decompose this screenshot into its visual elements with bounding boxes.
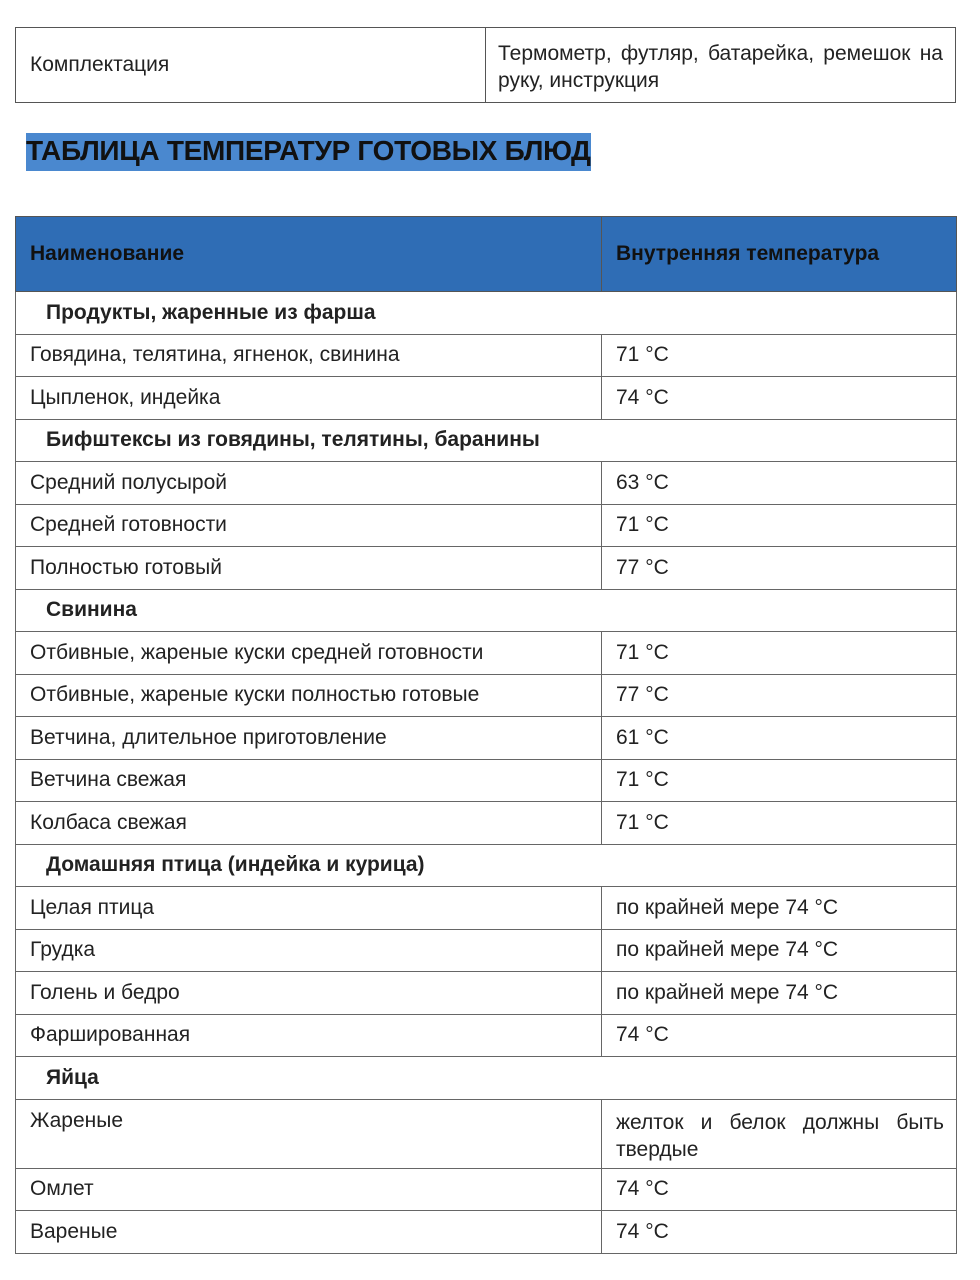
table-row	[16, 759, 957, 802]
dish-temperature: 71 °C	[602, 632, 957, 675]
dish-temperature: 74 °C	[602, 1211, 957, 1254]
table-row	[16, 377, 957, 420]
category-title: Продукты, жаренные из фарша	[16, 292, 957, 335]
dish-name: Голень и бедро	[16, 972, 602, 1015]
dish-name: Колбаса свежая	[16, 802, 602, 845]
kit-row	[15, 27, 956, 103]
dish-temperature: 71 °C	[602, 334, 957, 377]
category-row	[16, 292, 957, 335]
column-header-name: Наименование	[16, 217, 602, 292]
table-row	[16, 504, 957, 547]
dish-temperature: по крайней мере 74 °C	[602, 972, 957, 1015]
category-title: Бифштексы из говядины, телятины, баранины	[16, 419, 957, 462]
dish-name: Говядина, телятина, ягненок, свинина	[16, 334, 602, 377]
dish-temperature: 71 °C	[602, 802, 957, 845]
dish-temperature: 77 °C	[602, 674, 957, 717]
dish-temperature: 61 °C	[602, 717, 957, 760]
dish-name: Цыпленок, индейка	[16, 377, 602, 420]
category-row	[16, 589, 957, 632]
table-row	[16, 1014, 957, 1057]
dish-temperature: 74 °C	[602, 377, 957, 420]
category-row	[16, 419, 957, 462]
dish-temperature: 71 °C	[602, 759, 957, 802]
dish-temperature: 77 °C	[602, 547, 957, 590]
category-title: Свинина	[16, 589, 957, 632]
table-row	[16, 1099, 957, 1168]
dish-name: Грудка	[16, 929, 602, 972]
table-row	[16, 1168, 957, 1211]
category-title: Яйца	[16, 1057, 957, 1100]
table-header-row	[16, 217, 957, 292]
dish-temperature: 74 °C	[602, 1168, 957, 1211]
dish-temperature: 63 °C	[602, 462, 957, 505]
dish-name: Вареные	[16, 1211, 602, 1254]
dish-name: Отбивные, жареные куски средней готовности	[16, 632, 602, 675]
category-title: Домашняя птица (индейка и курица)	[16, 844, 957, 887]
dish-name: Средний полусырой	[16, 462, 602, 505]
dish-name: Отбивные, жареные куски полностью готовые	[16, 674, 602, 717]
table-row	[16, 632, 957, 675]
kit-label: Комплектация	[16, 28, 486, 102]
dish-temperature: 74 °C	[602, 1014, 957, 1057]
dish-temperature: 71 °C	[602, 504, 957, 547]
dish-name: Омлет	[16, 1168, 602, 1211]
table-heading: ТАБЛИЦА ТЕМПЕРАТУР ГОТОВЫХ БЛЮД	[26, 133, 591, 171]
table-row	[16, 547, 957, 590]
table-row	[16, 887, 957, 930]
category-row	[16, 844, 957, 887]
column-header-temperature: Внутренняя температура	[602, 217, 957, 292]
dish-name: Средней готовности	[16, 504, 602, 547]
table-row	[16, 802, 957, 845]
dish-name: Целая птица	[16, 887, 602, 930]
dish-temperature: желток и белок должны быть твердые	[602, 1099, 957, 1168]
dish-name: Фаршированная	[16, 1014, 602, 1057]
dish-name: Ветчина свежая	[16, 759, 602, 802]
dish-temperature: по крайней мере 74 °C	[602, 887, 957, 930]
kit-value: Термометр, футляр, батарейка, ремешок на руку, инструкция	[498, 42, 943, 92]
table-row	[16, 674, 957, 717]
dish-name: Ветчина, длительное приготовление	[16, 717, 602, 760]
table-row	[16, 929, 957, 972]
table-row	[16, 717, 957, 760]
category-row	[16, 1057, 957, 1100]
table-row	[16, 972, 957, 1015]
table-row	[16, 334, 957, 377]
dish-name: Жареные	[16, 1099, 602, 1168]
temperature-table	[15, 216, 957, 1254]
table-row	[16, 462, 957, 505]
table-row	[16, 1211, 957, 1254]
dish-temperature: по крайней мере 74 °C	[602, 929, 957, 972]
dish-name: Полностью готовый	[16, 547, 602, 590]
